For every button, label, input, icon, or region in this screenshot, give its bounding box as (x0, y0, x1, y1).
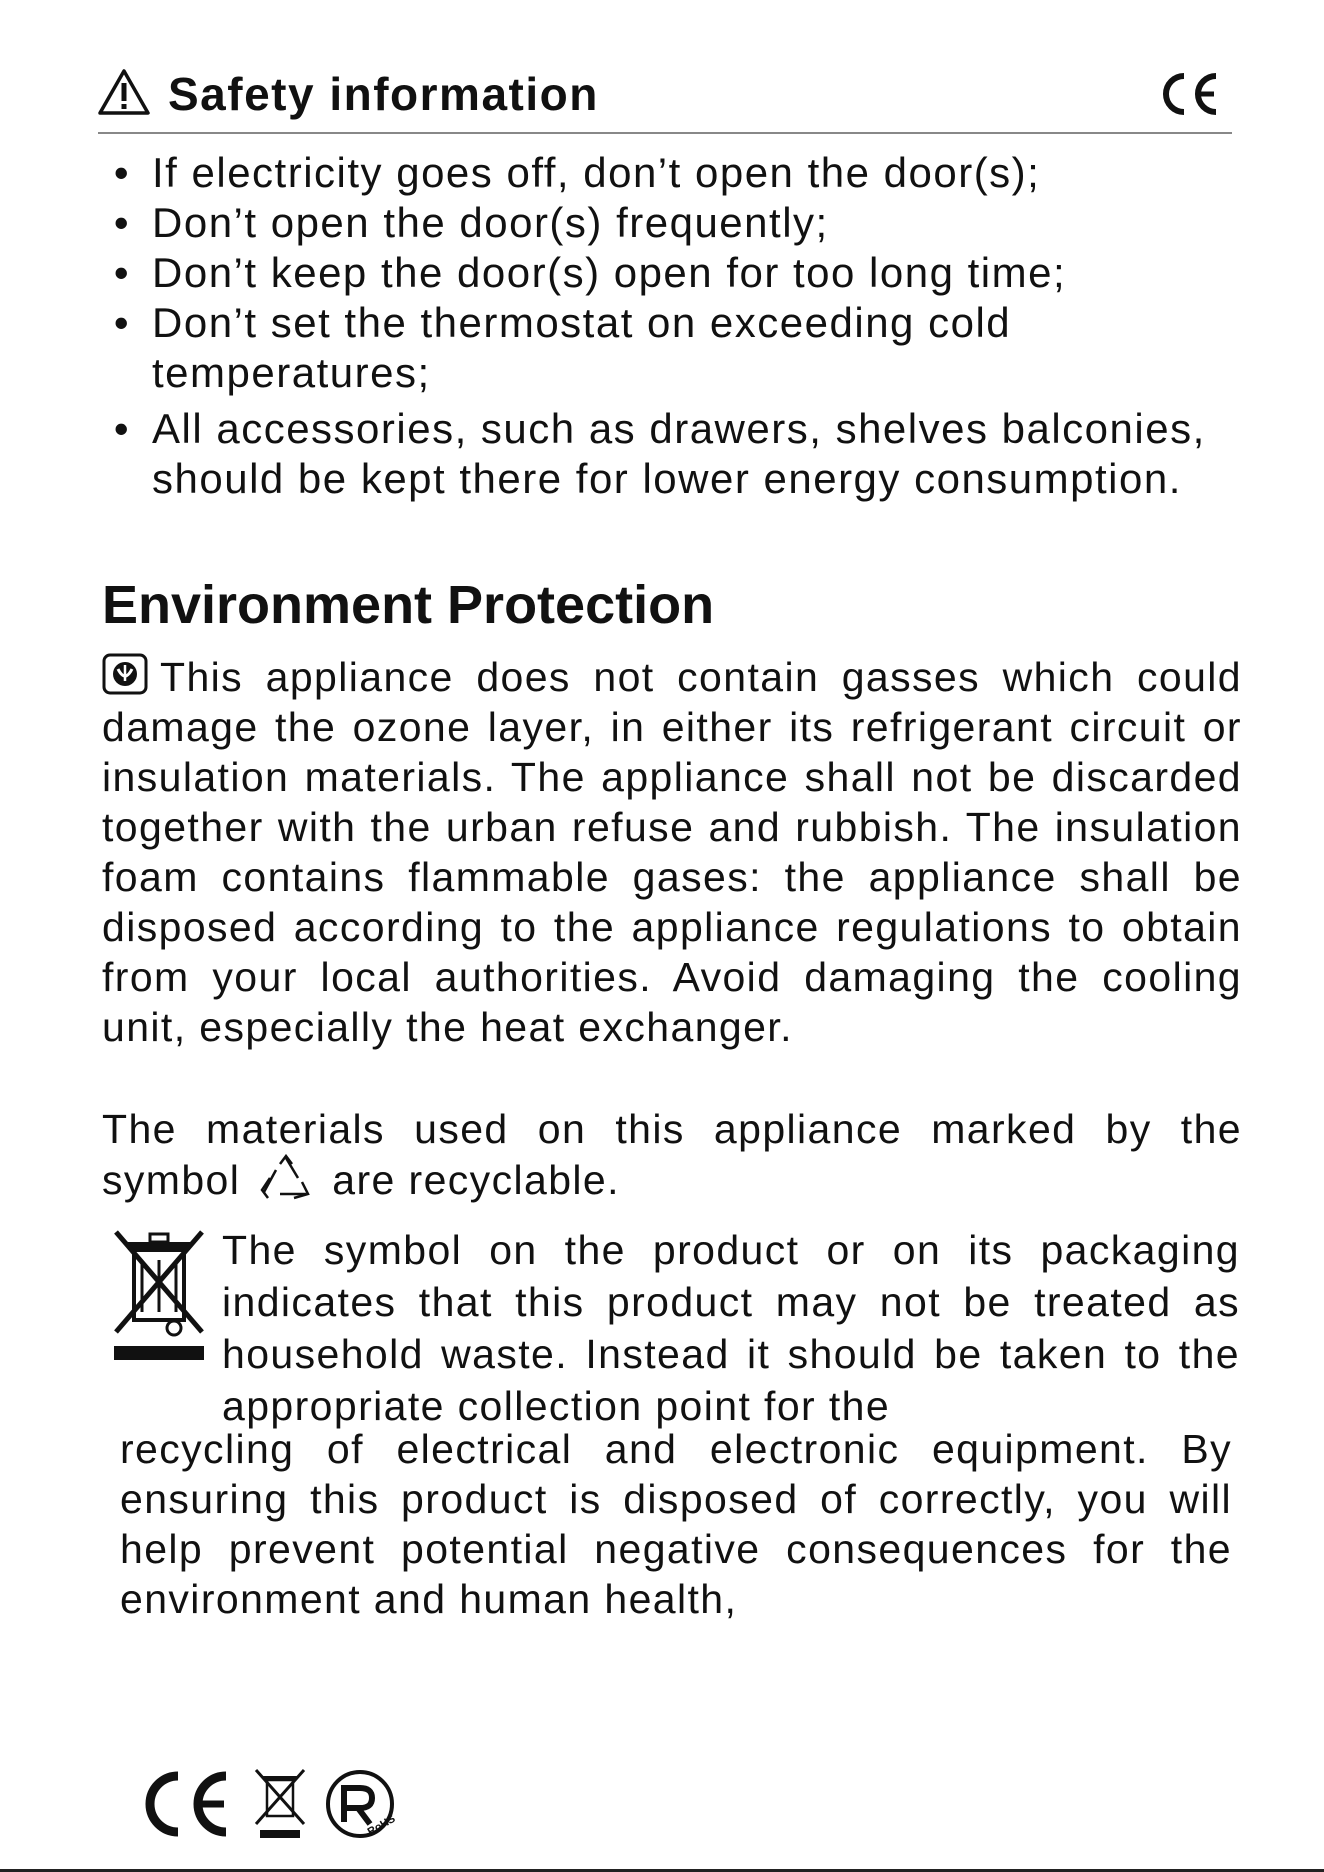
ozone-safe-icon (102, 653, 148, 695)
ozone-paragraph: This appliance does not contain gasses which could damage the ozone layer, in either its refrigerant circuit or insulation materials. The appliance shall not be discarded together with the urban refuse and rubbish. The insulation foam contains flammable gases: the appliance shall be disposed according to the appliance regulations to obtain from your local authorities. Avoid damaging the cooling unit, especially the heat exchanger. (102, 654, 1242, 1050)
weee-paragraph: The symbol on the product or on its packaging indicates that this product may not be treated as household waste. Instead it should be taken to the appropriate collection point for the (222, 1227, 1240, 1429)
recycling-paragraph: recycling of electrical and electronic equipment. By ensuring this product is disposed of correctly, you will help prevent potential negative consequences for the environment and human health, (120, 1426, 1232, 1622)
rohs-icon (324, 1768, 400, 1840)
bullet-dot: • (113, 299, 131, 346)
footer-marks (136, 1768, 406, 1842)
bullet-dot: • (113, 199, 131, 246)
list-item: • Don’t open the door(s) frequently; (113, 199, 829, 246)
list-item: • Don’t keep the door(s) open for too long time; (113, 249, 1067, 296)
recycle-paragraph: The materials used on this appliance marked by the symbol are recyclable. (102, 1106, 1242, 1203)
list-item: • Don’t set the thermostat on exceeding cold temperatures; (113, 299, 1012, 396)
crossed-bin-icon (254, 1768, 306, 1840)
list-item: • All accessories, such as drawers, shelves balconies, should be kept there for lower energy consumption. (113, 405, 1206, 502)
list-item: • If electricity goes off, don’t open the door(s); (113, 149, 1041, 196)
warning-triangle-icon (98, 68, 150, 116)
recycle-icon (258, 1154, 314, 1204)
bullet-dot: • (113, 405, 131, 452)
crossed-bin-icon (112, 1228, 206, 1366)
section-title: Environment Protection (102, 575, 715, 635)
page-title: Safety information (168, 68, 599, 120)
bullet-dot: • (113, 149, 131, 196)
ce-mark-icon (136, 1768, 232, 1840)
ce-mark-icon (1156, 70, 1220, 118)
rohs-label: RoHS (365, 1812, 398, 1839)
bullet-dot: • (113, 249, 131, 296)
page-header (98, 62, 1232, 134)
safety-bullet-list (108, 148, 1238, 504)
